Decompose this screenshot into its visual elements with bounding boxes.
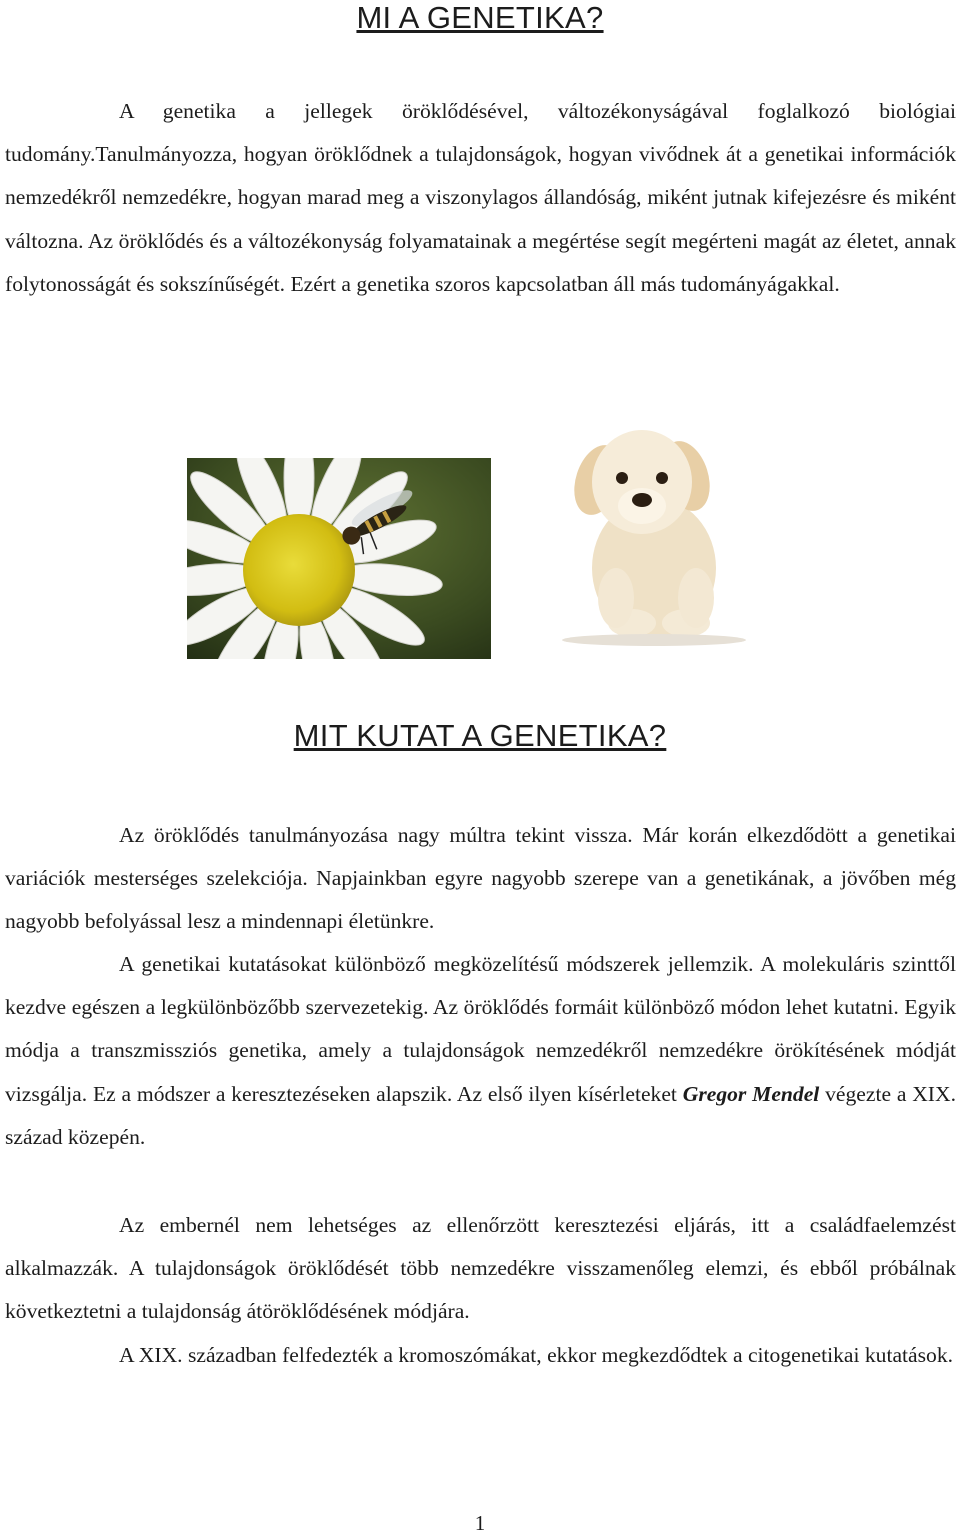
methods-text-before: A genetikai kutatásokat különböző megközelítésű módszerek jellemzik. A molekuláris szinttől kezdve egészen a legkülönbözőbb szervezetekig. Az öröklődés formáit különböző módon lehet kutatni. Egyik módja a transzmissziós genetika, amely a tulajdonságok nemzedékről nemzedékre örökítésének módját vizsgálja. Ez a módszer a keresztezéseken alapszik. Az első ilyen kísérleteket — [5, 952, 956, 1106]
page-title: MI A GENETIKA? — [356, 0, 604, 35]
daisy-photo — [187, 458, 491, 659]
methods-text-after: végezte a XIX. század közepén. — [5, 1081, 956, 1149]
daisy-center — [243, 514, 355, 626]
human-genetics-paragraph: Az embernél nem lehetséges az ellenőrzött keresztezési eljárás, itt a családfaelemzést alkalmazzák. A tulajdonságok öröklődését több nemzedékre visszamenőleg elemzi, és ebből próbálnak következtetni a tulajdonság átöröklődésének módjára. — [5, 1213, 956, 1324]
page-number: 1 — [474, 1511, 486, 1535]
intro-paragraph: A genetika a jellegek öröklődésével, változékonyságával foglalkozó biológiai tudomány.Tanulmányozza, hogyan öröklődnek a tulajdonságok, hogyan vivődnek át a genetikai információk nemzedékről nemzedékre, hogyan marad meg a viszonylagos állandóság, miként jutnak kifejezésre és miként változna. Az öröklődés és a változékonyság folyamatainak a megértése segít megérteni magát az életet, annak folytonosságát és sokszínűségét. Ezért a genetika szoros kapcsolatban áll más tudományágakkal. — [5, 99, 956, 296]
methods-paragraph — [5, 943, 956, 1159]
cytogenetics-paragraph: A XIX. században felfedezték a kromoszómákat, ekkor megkezdődtek a citogenetikai kutatások. — [119, 1343, 954, 1367]
puppy-photo — [536, 418, 776, 648]
history-paragraph: Az öröklődés tanulmányozása nagy múltra tekint vissza. Már korán elkezdődött a genetikai variációk mesterséges szelekciója. Napjainkban egyre nagyobb szerepe van a genetikának, a jövőben még nagyobb befolyással lesz a mindennapi életünkre. — [5, 823, 956, 934]
section-title: MIT KUTAT A GENETIKA? — [293, 718, 667, 753]
mendel-name: Gregor Mendel — [682, 1081, 820, 1106]
